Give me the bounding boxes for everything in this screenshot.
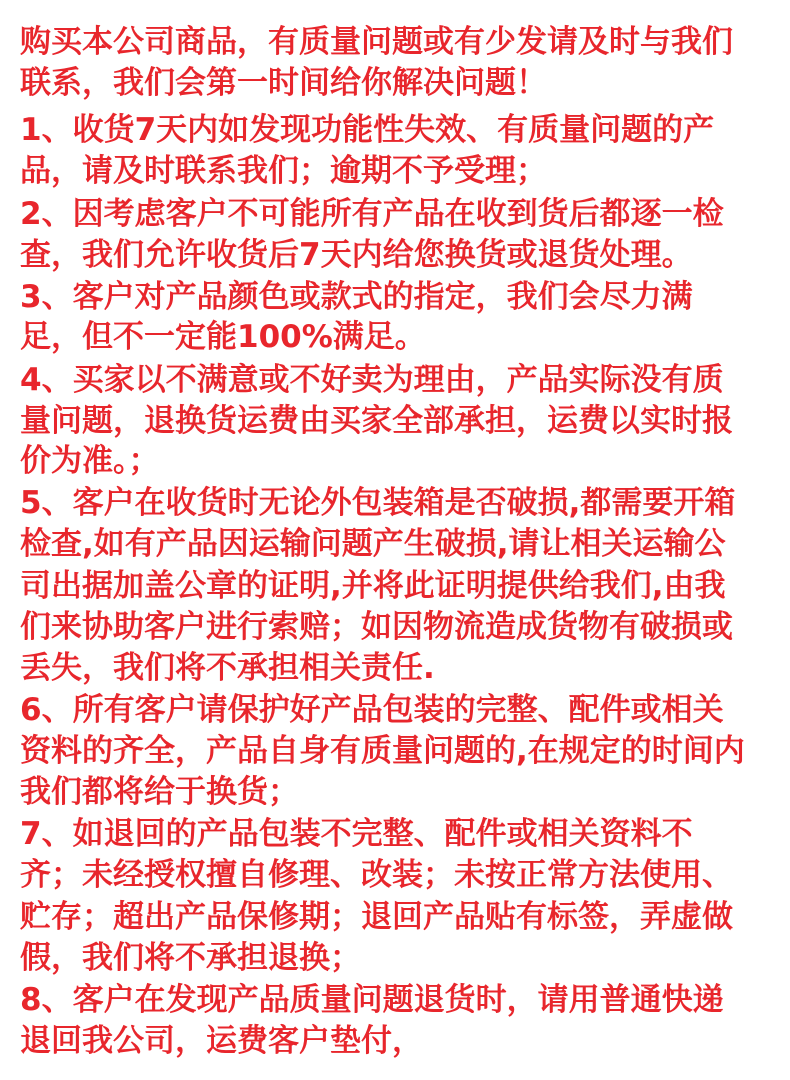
policy-text-line: 齐；未经授权擅自修理、改装；未按正常方法使用、 [20, 857, 733, 893]
policy-text-line: 查，我们允许收货后7天内给您换货或退货处理。 [20, 237, 693, 273]
policy-text-line: 联系，我们会第一时间给你解决问题！ [20, 65, 547, 101]
policy-text-line: 7、如退回的产品包装不完整、配件或相关资料不 [20, 816, 693, 852]
policy-text-line: 1、收货7天内如发现功能性失效、有质量问题的产 [20, 112, 715, 148]
policy-text-line: 我们都将给于换货； [20, 774, 299, 810]
policy-text-line: 资料的齐全，产品自身有质量问题的,在规定的时间内 [20, 733, 745, 769]
policy-text-line: 3、客户对产品颜色或款式的指定，我们会尽力满 [20, 279, 693, 315]
policy-text-line: 假，我们将不承担退换； [20, 940, 361, 976]
policy-text-line: 足，但不一定能100%满足。 [20, 319, 426, 355]
policy-text-line: 丢失，我们将不承担相关责任. [20, 650, 435, 686]
policy-text-line: 价为准。； [20, 443, 160, 479]
policy-text-line: 检查,如有产品因运输问题产生破损,请让相关运输公 [20, 526, 726, 562]
policy-text-line: 8、客户在发现产品质量问题退货时，请用普通快递 [20, 982, 724, 1018]
policy-text-line: 2、因考虑客户不可能所有产品在收到货后都逐一检 [20, 196, 724, 232]
policy-text-line: 退回我公司，运费客户垫付， [20, 1023, 423, 1059]
policy-text-line: 5、客户在收货时无论外包装箱是否破损,都需要开箱 [20, 485, 736, 521]
policy-text-line: 量问题，退换货运费由买家全部承担，运费以实时报 [20, 403, 733, 439]
policy-text-line: 4、买家以不满意或不好卖为理由，产品实际没有质 [20, 362, 724, 398]
policy-text-line: 贮存；超出产品保修期；退回产品贴有标签，弄虚做 [20, 899, 733, 935]
policy-text-line: 们来协助客户进行索赔；如因物流造成货物有破损或 [20, 609, 733, 645]
policy-text-line: 6、所有客户请保护好产品包装的完整、配件或相关 [20, 692, 724, 728]
policy-text-line: 品，请及时联系我们；逾期不予受理； [20, 153, 547, 189]
policy-text-line: 购买本公司商品，有质量问题或有少发请及时与我们 [20, 24, 733, 60]
policy-text-line: 司出据加盖公章的证明,并将此证明提供给我们,由我 [20, 568, 726, 604]
